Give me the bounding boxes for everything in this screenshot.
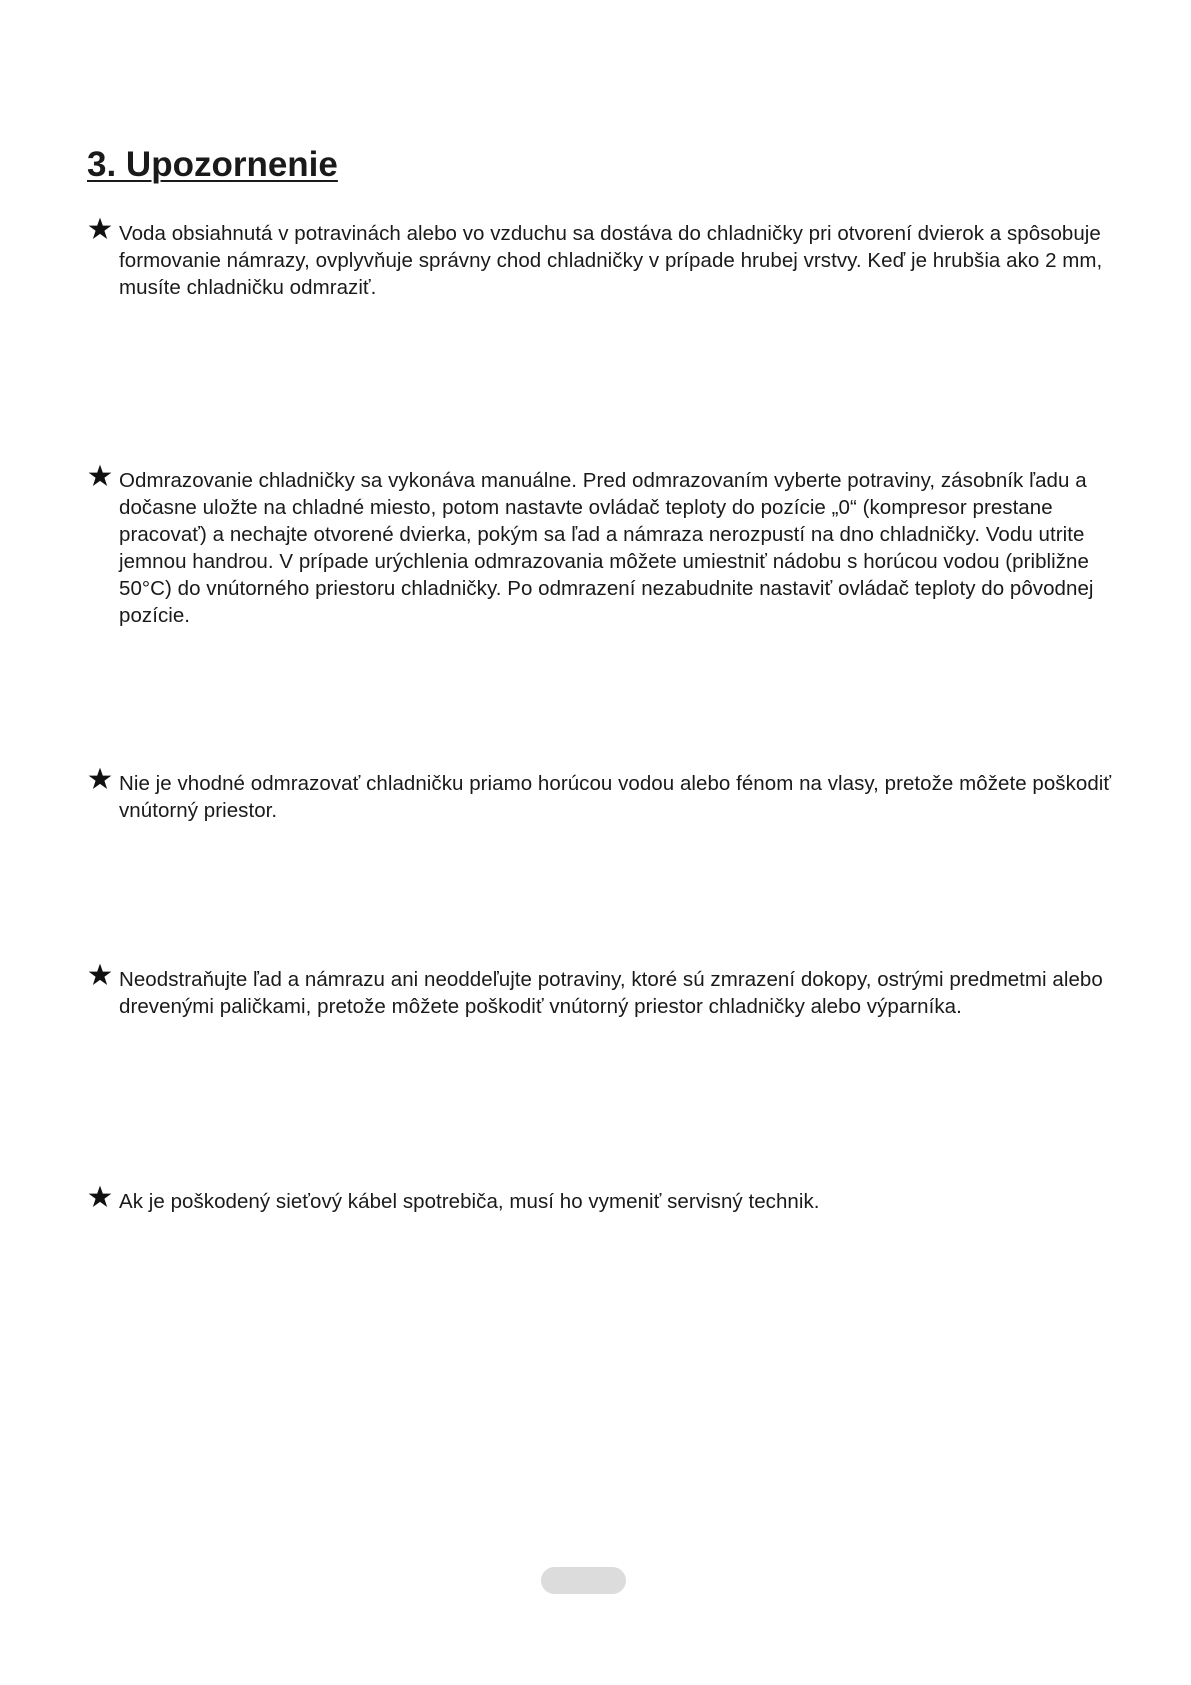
note-item [87, 220, 1117, 301]
note-item [87, 770, 1117, 824]
note-item [87, 467, 1117, 629]
note-text: Ak je poškodený sieťový kábel spotrebiča, musí ho vymeniť servisný technik. [119, 1190, 820, 1213]
star-icon [87, 962, 113, 988]
star-icon [87, 463, 113, 489]
note-item [87, 1188, 1117, 1215]
note-item [87, 966, 1117, 1020]
note-text: Voda obsiahnutá v potravinách alebo vo vzduchu sa dostáva do chladničky pri otvorení dvierok a spôsobuje formovanie námrazy, ovplyvňuje správny chod chladničky v prípade hrubej vrstvy. Keď je hrubšia ako 2 mm, musíte chladničku odmraziť. [119, 222, 1103, 299]
note-text: Nie je vhodné odmrazovať chladničku priamo horúcou vodou alebo fénom na vlasy, pretože môžete poškodiť vnútorný priestor. [119, 772, 1112, 822]
star-icon [87, 1184, 113, 1210]
note-text: Neodstraňujte ľad a námrazu ani neoddeľujte potraviny, ktoré sú zmrazení dokopy, ostrými predmetmi alebo drevenými paličkami, pretože môžete poškodiť vnútorný priestor chladničky alebo výparníka. [119, 968, 1103, 1018]
section-title: 3. Upozornenie [87, 145, 338, 184]
note-text: Odmrazovanie chladničky sa vykonáva manuálne. Pred odmrazovaním vyberte potraviny, zásobník ľadu a dočasne uložte na chladné miesto, potom nastavte ovládač teploty do pozície „0“ (kompresor prestane pracovať) a nechajte otvorené dvierka, pokým sa ľad a námraza nerozpustí na dno chladničky. Vodu utrite jemnou handrou. V prípade urýchlenia odmrazovania môžete umiestniť nádobu s horúcou vodou (približne 50°C) do vnútorného priestoru chladničky. Po odmrazení nezabudnite nastaviť ovládač teploty do pôvodnej pozície. [119, 469, 1094, 627]
star-icon [87, 766, 113, 792]
page-number-badge [541, 1567, 626, 1594]
star-icon [87, 216, 113, 242]
